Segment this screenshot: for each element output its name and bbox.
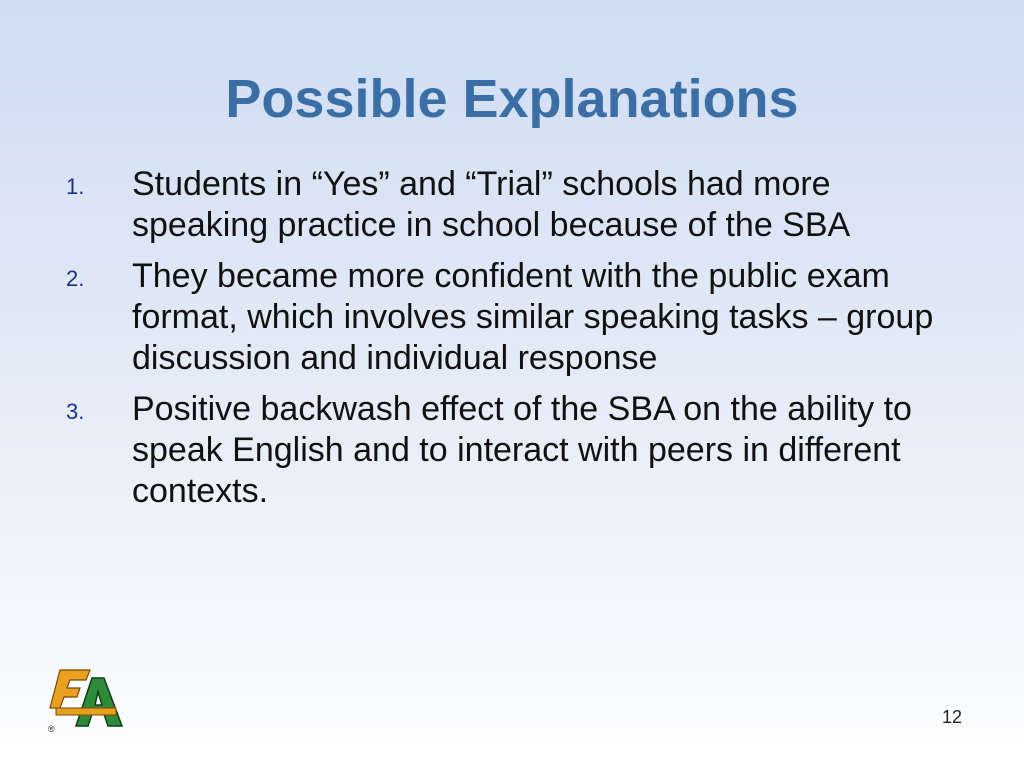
list-item-text: Positive backwash effect of the SBA on the ability to speak English and to interact with peers in different contexts. xyxy=(132,390,912,510)
hkeaa-logo-icon xyxy=(46,668,130,734)
slide-title: Possible Explanations xyxy=(225,69,799,129)
list-item-number: 2. xyxy=(66,266,85,291)
list-item-number: 1. xyxy=(66,174,85,199)
list-item-text: They became more confident with the public exam format, which involves similar speaking tasks – group discussion and individual response xyxy=(132,257,934,377)
list-item-number: 3. xyxy=(66,399,85,424)
registered-mark: ® xyxy=(48,724,55,734)
list-item xyxy=(60,256,980,379)
list-item xyxy=(60,164,980,246)
page-number: 12 xyxy=(941,707,962,727)
list-item xyxy=(60,389,980,512)
explanation-list xyxy=(60,164,980,522)
list-item-text: Students in “Yes” and “Trial” schools had more speaking practice in school because of the SBA xyxy=(132,165,851,244)
